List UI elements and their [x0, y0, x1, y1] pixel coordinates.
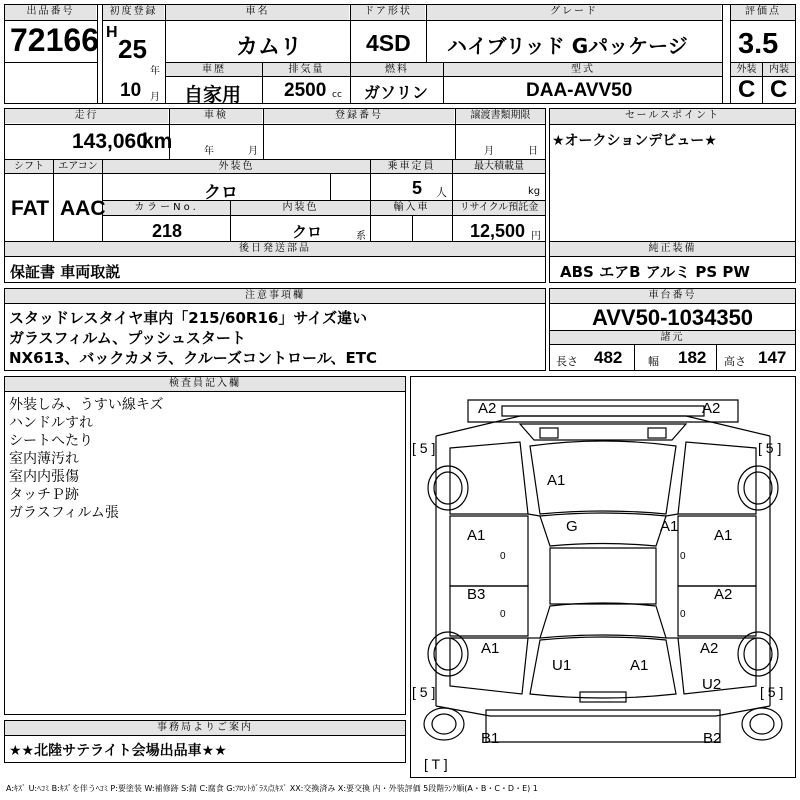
- car-diagram: [410, 376, 796, 778]
- height: 147: [758, 348, 787, 367]
- mark-front-bumper-right: A2: [702, 400, 721, 417]
- hdr-int-color: 内装色: [231, 201, 370, 215]
- legend-footer: A:ｷｽﾞ U:ﾍｺﾐ B:ｷｽﾞを伴うﾍｺﾐ P:要塗装 W:補修跡 S:錆 C:腐食 G:ﾌﾛﾝﾄｶﾞﾗｽ点ｷｽﾞ XX:交換済み X:要交換 内・外装評価 5段階ﾗﾝｸ順(A・B・C・D・E) 1: [6, 784, 538, 793]
- insp-line-4: 室内薄汚れ: [9, 451, 79, 467]
- insp-month-unit: 月: [248, 146, 258, 157]
- era-letter: H: [106, 24, 118, 41]
- hdr-history: 車歴: [166, 63, 262, 76]
- exterior-grade: C: [738, 76, 756, 103]
- zero-left-rear: 0: [500, 609, 506, 620]
- mark-rear-bumper-left: B1: [481, 730, 500, 747]
- length-label: 長さ: [556, 355, 578, 368]
- max-load-unit: kg: [528, 186, 541, 197]
- zero-right-rear: 0: [680, 609, 686, 620]
- hdr-office: 事務局よりご案内: [5, 721, 405, 735]
- length: 482: [594, 348, 623, 367]
- mark-left-rear-fender: A1: [481, 640, 500, 657]
- sales-point: ★オークションデビュー★: [552, 133, 717, 149]
- insp-line-6: タッチＰ跡: [9, 487, 79, 503]
- color-no: 218: [152, 221, 183, 241]
- hdr-door: ドア形状: [351, 5, 425, 20]
- hdr-inspection: 車検: [170, 109, 262, 123]
- capacity-unit: 人: [436, 186, 447, 199]
- hdr-color-no: カラーNo.: [103, 201, 230, 215]
- chassis-number: AVV50-1034350: [592, 305, 754, 330]
- insp-line-7: ガラスフィルム張: [9, 505, 119, 521]
- office-notice: ★★北陸サテライト会場出品車★★: [9, 743, 227, 759]
- interior-grade: C: [770, 76, 788, 103]
- later-parts: 保証書 車両取説: [10, 263, 121, 281]
- disp-unit: cc: [332, 90, 342, 100]
- score: 3.5: [738, 28, 779, 60]
- hdr-max-load: 最大積載量: [453, 160, 545, 173]
- insp-line-3: シートへたり: [9, 433, 93, 449]
- lot-number: 72166: [10, 22, 99, 58]
- hdr-exterior: 外装: [731, 63, 762, 76]
- tire-front-left-tread: [ 5 ]: [412, 440, 436, 456]
- grade: ハイブリッド Gパッケージ: [447, 34, 688, 58]
- spare-tire-tread: [ T ]: [424, 756, 448, 772]
- width: 182: [678, 348, 707, 367]
- door-type: 4SD: [366, 30, 411, 56]
- hdr-specs: 諸元: [550, 331, 795, 344]
- capacity: 5: [412, 178, 423, 198]
- fuel: ガソリン: [364, 83, 429, 102]
- mark-right-rear-door: A2: [714, 586, 733, 603]
- mark-trunk-right: A1: [630, 657, 649, 674]
- month-unit: 月: [150, 92, 160, 103]
- ext-color: クロ: [204, 183, 238, 203]
- car-name: カムリ: [236, 35, 303, 60]
- hdr-shift: シフト: [5, 160, 53, 173]
- hdr-fuel: 燃料: [351, 63, 443, 76]
- hdr-genuine: 純正装備: [550, 242, 795, 256]
- zero-left-front: 0: [500, 551, 506, 562]
- int-color: クロ: [292, 223, 323, 241]
- hdr-car-name: 車名: [166, 5, 349, 20]
- mark-right-front-door: A1: [714, 527, 733, 544]
- mark-right-rear-fender: A2: [700, 640, 719, 657]
- deadline-day-unit: 日: [528, 146, 538, 157]
- mark-windshield: G: [566, 518, 578, 535]
- hdr-recycle: リサイクル預託金: [453, 201, 545, 215]
- note-line-1: スタッドレスタイヤ車内「215/60R16」サイズ違い: [9, 309, 368, 327]
- model-code: DAA-AVV50: [526, 80, 633, 101]
- reg-month: 10: [120, 80, 142, 101]
- mileage-unit: km: [142, 130, 173, 153]
- insp-line-2: ハンドルすれ: [9, 415, 93, 431]
- hdr-score: 評価点: [731, 5, 795, 20]
- zero-right-front: 0: [680, 551, 686, 562]
- hdr-displacement: 排気量: [263, 63, 350, 76]
- hdr-ext-color: 外装色: [103, 160, 370, 173]
- year-unit: 年: [150, 66, 160, 77]
- width-label: 幅: [648, 355, 659, 368]
- note-line-2: ガラスフィルム、プッシュスタート: [9, 329, 246, 347]
- recycle-unit: 円: [531, 231, 541, 242]
- insp-line-1: 外装しみ、うすい線キズ: [9, 397, 164, 413]
- tire-front-right-tread: [ 5 ]: [758, 440, 782, 456]
- hdr-chassis: 車台番号: [550, 289, 795, 303]
- recycle-fee: 12,500: [470, 221, 526, 241]
- hdr-grade: グレード: [427, 5, 721, 20]
- hdr-lot-no: 出品番号: [5, 5, 96, 20]
- hdr-model: 型式: [444, 63, 722, 76]
- history: 自家用: [184, 84, 242, 106]
- displacement: 2500: [284, 80, 327, 101]
- note-line-3: NX613、バックカメラ、クルーズコントロール、ETC: [9, 349, 378, 367]
- hdr-import: 輸入車: [371, 201, 452, 215]
- hdr-aircon: エアコン: [54, 160, 102, 173]
- int-color-suffix: 系: [356, 231, 366, 242]
- genuine-equipment: ABS エアB アルミ PS PW: [560, 263, 750, 281]
- hdr-reg-no: 登録番号: [264, 109, 454, 123]
- mark-front-bumper-left: A2: [478, 400, 497, 417]
- hdr-first-reg: 初度登録: [103, 5, 164, 20]
- tire-rear-right-tread: [ 5 ]: [760, 684, 784, 700]
- hdr-capacity: 乗車定員: [371, 160, 452, 173]
- insp-line-5: 室内内張傷: [9, 469, 79, 485]
- hdr-later-parts: 後日発送部品: [5, 242, 545, 256]
- mark-right-rear-quarter: U2: [702, 676, 722, 693]
- hdr-interior: 内装: [763, 63, 795, 76]
- insp-year-unit: 年: [204, 146, 214, 157]
- mileage: 143,060: [72, 130, 148, 153]
- deadline-month-unit: 月: [484, 146, 494, 157]
- mark-right-front-door-edge: A1: [660, 518, 679, 535]
- reg-year: 25: [118, 34, 147, 64]
- hdr-inspector: 検査員記入欄: [5, 377, 405, 391]
- mark-trunk-left: U1: [552, 657, 572, 674]
- height-label: 高さ: [724, 355, 746, 368]
- mark-hood: A1: [547, 472, 566, 489]
- hdr-sales-point: セールスポイント: [550, 109, 795, 124]
- mark-left-front-door: A1: [467, 527, 486, 544]
- hdr-mileage: 走行: [5, 109, 168, 123]
- shift: FAT: [11, 197, 50, 220]
- hdr-transfer-deadline: 譲渡書類期限: [456, 109, 545, 123]
- mark-rear-bumper-right: B2: [703, 730, 722, 747]
- aircon: AAC: [60, 197, 106, 220]
- hdr-notes: 注意事項欄: [5, 289, 545, 303]
- mark-left-rear-door: B3: [467, 586, 486, 603]
- tire-rear-left-tread: [ 5 ]: [412, 684, 436, 700]
